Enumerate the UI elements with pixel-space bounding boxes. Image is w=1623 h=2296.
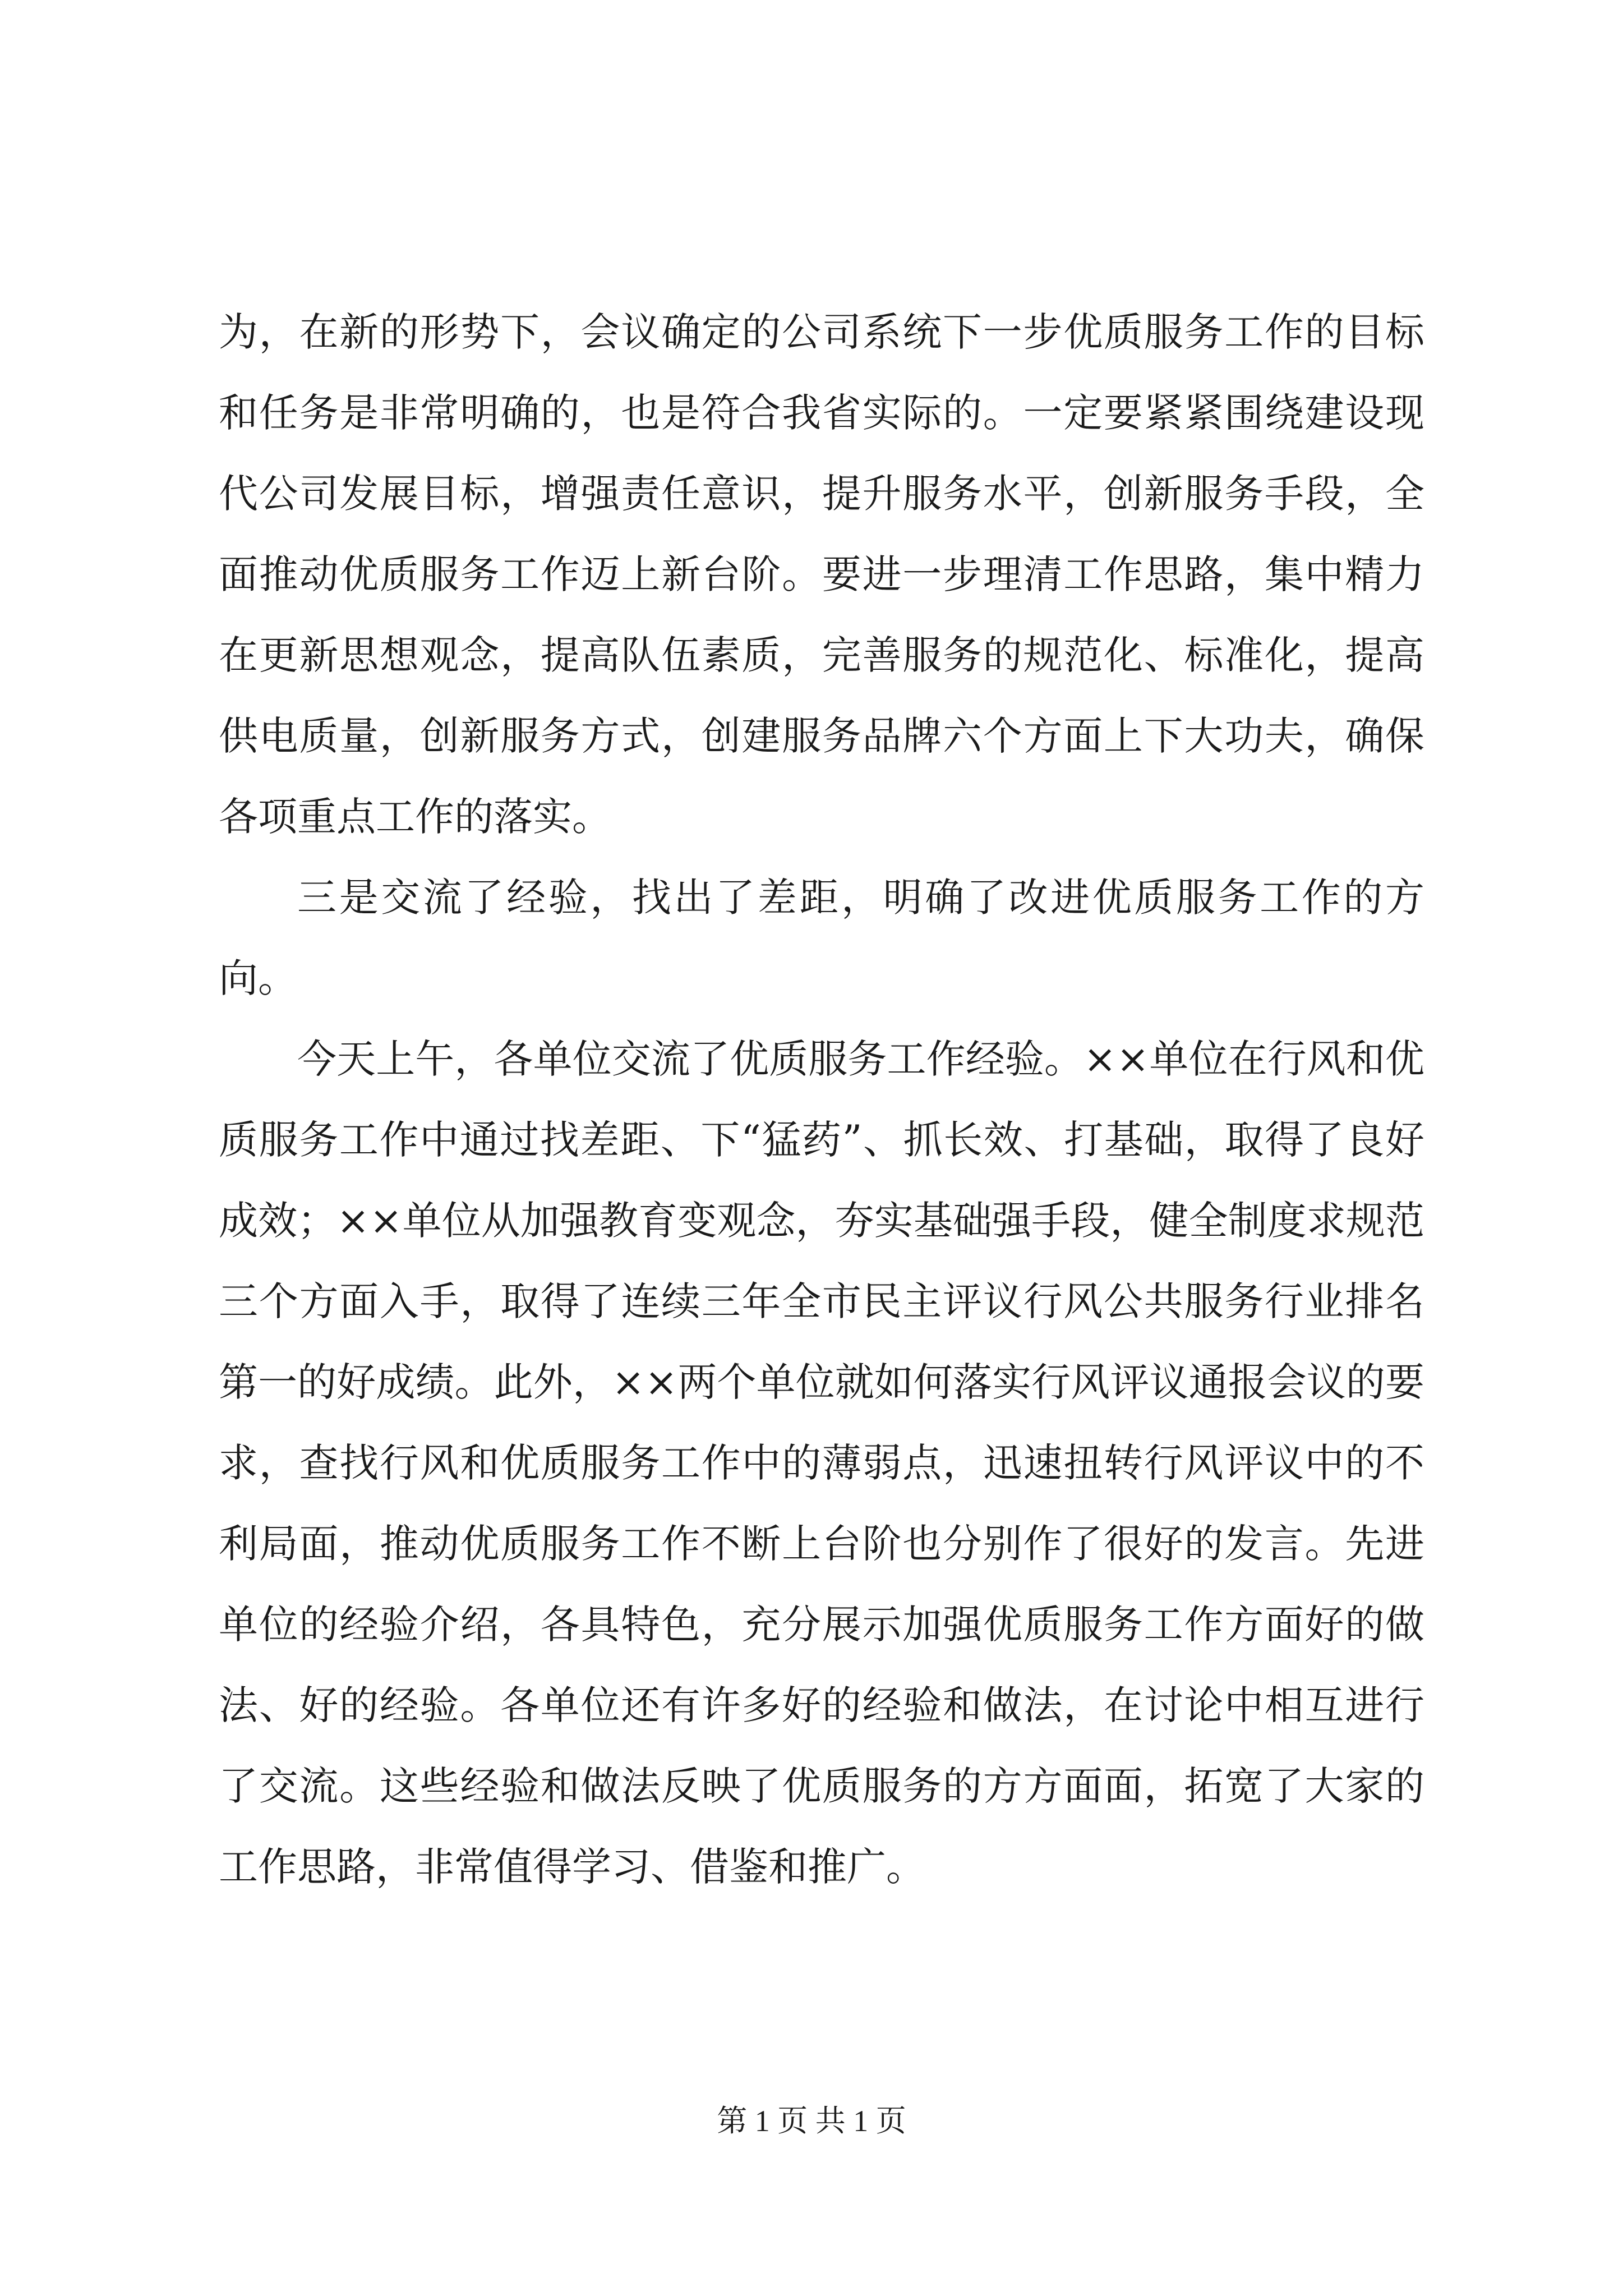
paragraph-continuation: 为，在新的形势下，会议确定的公司系统下一步优质服务工作的目标和任务是非常明确的，也是符合我省实际的。一定要紧紧围绕建设现代公司发展目标，增强责任意识，提升服务水平，创新服务手段，全面推动优质服务工作迈上新台阶。要进一步理清工作思路，集中精力在更新思想观念，提高队伍素质，完善服务的规范化、标准化，提高供电质量，创新服务方式，创建服务品牌六个方面上下大功夫，确保各项重点工作的落实。 [219, 309, 1424, 840]
document-body [219, 292, 1424, 1907]
page-number-footer: 第 1 页 共 1 页 [717, 2104, 906, 2138]
paragraph-point-three: 三是交流了经验，找出了差距，明确了改进优质服务工作的方向。 [219, 875, 1424, 1001]
paragraph-experience-exchange: 今天上午，各单位交流了优质服务工作经验。××单位在行风和优质服务工作中通过找差距、下“猛药”、抓长效、打基础，取得了良好成效；××单位从加强教育变观念，夯实基础强手段，健全制度求规范三个方面入手，取得了连续三年全市民主评议行风公共服务行业排名第一的好成绩。此外，××两个单位就如何落实行风评议通报会议的要求，查找行风和优质服务工作中的薄弱点，迅速扭转行风评议中的不利局面，推动优质服务工作不断上台阶也分别作了很好的发言。先进单位的经验介绍，各具特色，充分展示加强优质服务工作方面好的做法、好的经验。各单位还有许多好的经验和做法，在讨论中相互进行了交流。这些经验和做法反映了优质服务的方方面面，拓宽了大家的工作思路，非常值得学习、借鉴和推广。 [219, 1036, 1424, 1890]
